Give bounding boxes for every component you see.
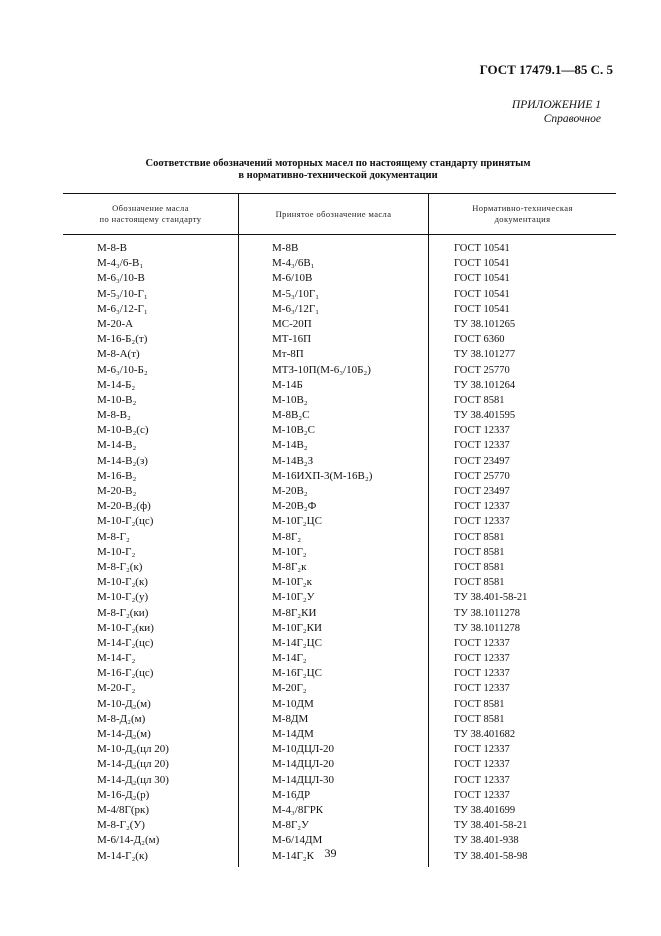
standard-designation-cell: М-20-А [97,317,134,330]
normative-document-cell: ГОСТ 12337 [454,440,510,452]
table-row [63,423,616,438]
standard-designation-cell: М-5₃/10-Г₁ [97,287,148,300]
table-row [63,287,616,302]
table-row [63,697,616,712]
accepted-designation-cell: М-8Г₂У [272,819,309,832]
standard-designation-cell: М-10-Г₂(цс) [97,515,154,528]
normative-document-cell: ГОСТ 12337 [454,653,510,665]
column-divider [428,235,429,867]
normative-document-cell: ГОСТ 8581 [454,531,505,543]
table-row [63,332,616,347]
accepted-designation-cell: М-10Г₂КИ [272,621,322,634]
table-row [63,302,616,317]
accepted-designation-cell: М-4₃/6В₁ [272,257,315,270]
normative-document-cell: ТУ 38.101277 [454,349,516,361]
normative-document-cell: ГОСТ 12337 [454,501,510,513]
table-row [63,651,616,666]
normative-document-cell: ГОСТ 8581 [454,577,505,589]
standard-designation-cell: М-10-Г₂(к) [97,576,148,589]
accepted-designation-cell: М-14ДМ [272,728,314,740]
table-title [60,158,616,182]
table-row [63,408,616,423]
standard-header: ГОСТ 17479.1—85 С. 5 [479,62,613,77]
accepted-designation-cell: М-8Г₂ [272,530,302,543]
header-cell-line: Принятое обозначение масла [275,208,392,219]
accepted-designation-cell: М-14Г₂ЦС [272,636,322,649]
table-row [63,347,616,362]
standard-designation-cell: М-10-Г₂(ки) [97,621,154,634]
accepted-designation-cell: М-10Г₂к [272,576,312,589]
normative-document-cell: ГОСТ 12337 [454,759,510,771]
accepted-designation-cell: М-16ДР [272,788,311,801]
table-row [63,484,616,499]
table-row [63,438,616,453]
header-cell-line: документация [494,214,551,224]
accepted-designation-cell: М-6/14ДМ [272,834,323,847]
standard-designation-cell: М-14-Д₂(м) [97,728,151,740]
table-row [63,393,616,408]
normative-document-cell: ГОСТ 12337 [454,516,510,528]
normative-document-cell: ТУ 38.401699 [454,804,516,816]
table-body [63,235,616,864]
header-cell-line: по настоящему стандарту [99,214,202,224]
standard-designation-cell: М-8-Г₂(к) [97,560,143,573]
column-divider [238,235,239,867]
table-row [63,621,616,636]
normative-document-cell: ГОСТ 10541 [454,273,510,285]
table-row [63,317,616,332]
table-row [63,712,616,727]
normative-document-cell: ГОСТ 8581 [454,546,505,558]
table-row [63,530,616,545]
table-row [63,469,616,484]
accepted-designation-cell: М-10Г₂ [272,545,307,558]
appendix-block [512,98,601,126]
accepted-designation-cell: М-20Г₂ [272,682,307,695]
normative-document-cell: ТУ 38.1011278 [454,607,520,619]
accepted-designation-cell: М-8В₂С [272,409,310,422]
table-row [63,636,616,651]
accepted-designation-cell: М-5₃/10Г₁ [272,287,320,300]
standard-designation-cell: М-14-Д₂(цл 20) [97,758,169,771]
normative-document-cell: ТУ 38.401595 [454,410,516,422]
standard-designation-cell: М-16-Г₂(цс) [97,667,154,680]
accepted-designation-cell: М-10В₂С [272,424,315,437]
normative-document-cell: ГОСТ 6360 [454,334,505,346]
table-row [63,514,616,529]
standard-designation-cell: М-20-Г₂ [97,682,136,695]
appendix-note: Справочное [543,113,601,125]
table-row [63,788,616,803]
normative-document-cell: ТУ 38.101265 [454,318,516,330]
accepted-designation-cell: М-14Б [272,378,303,391]
accepted-designation-cell: М-10В₂ [272,393,308,406]
normative-document-cell: ГОСТ 8581 [454,713,505,725]
accepted-designation-cell: М-14ДЦЛ-20 [272,758,335,771]
table-row [63,560,616,575]
normative-document-cell: ГОСТ 8581 [454,561,505,573]
standard-designation-cell: М-20-В₂(ф) [97,500,151,513]
accepted-designation-cell: М-10Г₂У [272,591,315,604]
appendix-label: ПРИЛОЖЕНИЕ 1 [511,99,601,111]
standard-designation-cell: М-14-Б₂ [97,378,136,391]
normative-document-cell: ГОСТ 23497 [454,455,510,467]
accepted-designation-cell: М-20В₂Ф [272,500,317,513]
standard-designation-cell: М-4/8Г(рк) [97,803,150,816]
table-title-line-1: Соответствие обозначений моторных масел по настоящему стандарту принятым [145,158,531,169]
normative-document-cell: ГОСТ 12337 [454,668,510,680]
standard-designation-cell: М-8-А(т) [97,348,140,361]
standard-designation-cell: М-8-В [97,242,127,254]
normative-document-cell: ГОСТ 12337 [454,683,510,695]
oil-designation-table [63,193,616,864]
accepted-designation-cell: М-14Г₂ [272,652,307,665]
standard-designation-cell: М-10-В₂(с) [97,424,149,437]
table-row [63,742,616,757]
accepted-designation-cell: М-6₃/12Г₁ [272,302,320,315]
standard-designation-cell: М-14-Г₂(к) [97,849,148,862]
accepted-designation-cell: М-14Г₂К [272,849,314,862]
accepted-designation-cell: М-8ДМ [272,712,309,725]
standard-designation-cell: М-8-Г₂(У) [97,819,145,832]
header-cell-line: Обозначение масла [112,203,189,213]
table-row [63,241,616,256]
accepted-designation-cell: МТЗ-10П(М-6₃/10Б₂) [272,363,371,376]
normative-document-cell: ГОСТ 12337 [454,425,510,437]
normative-document-cell: ГОСТ 10541 [454,303,510,315]
table-row [63,773,616,788]
table-row [63,378,616,393]
standard-designation-cell: М-10-Г₂ [97,545,136,558]
standard-designation-cell: М-6₃/10-Б₂ [97,363,148,376]
accepted-designation-cell: Мт-8П [272,348,304,361]
standard-designation-cell: М-8-Г₂(ки) [97,606,149,619]
normative-document-cell: ГОСТ 8581 [454,394,505,406]
accepted-designation-cell: МТ-16П [272,333,312,346]
standard-designation-cell: М-4₃/6-В₁ [97,257,144,270]
standard-designation-cell: М-14-Г₂(цс) [97,636,154,649]
standard-designation-cell: М-16-Д₂(р) [97,788,150,801]
normative-document-cell: ГОСТ 12337 [454,744,510,756]
accepted-designation-cell: М-14ДЦЛ-30 [272,773,335,786]
accepted-designation-cell: М-14В₂З [272,454,314,467]
accepted-designation-cell: М-8В [272,242,299,254]
table-row [63,271,616,286]
accepted-designation-cell: М-14В₂ [272,439,308,452]
table-row [63,803,616,818]
accepted-designation-cell: М-10ДЦЛ-20 [272,743,335,756]
header-cell-line: Нормативно-техническая [472,203,573,213]
accepted-designation-cell: М-8Г₂КИ [272,606,317,619]
accepted-designation-cell: МС-20П [272,317,312,330]
accepted-designation-cell: М-8Г₂к [272,560,307,573]
accepted-designation-cell: М-6/10В [272,272,313,285]
standard-designation-cell: М-16-В₂ [97,469,137,482]
table-row [63,590,616,605]
standard-designation-cell: М-6₃/12-Г₁ [97,302,148,315]
table-header [63,193,616,235]
accepted-designation-cell: М-16Г₂ЦС [272,667,322,680]
standard-designation-cell: М-16-Б₂(т) [97,333,148,346]
accepted-designation-cell: М-16ИХП-3(М-16В₂) [272,469,373,482]
table-row [63,727,616,742]
table-row [63,454,616,469]
normative-document-cell: ТУ 38.101264 [454,379,516,391]
header-normative-document [428,194,616,234]
normative-document-cell: ГОСТ 25770 [454,364,510,376]
standard-designation-cell: М-10-В₂ [97,393,137,406]
standard-designation-cell: М-10-Д₂(цл 20) [97,743,169,756]
table-row [63,545,616,560]
normative-document-cell: ТУ 38.1011278 [454,622,520,634]
normative-document-cell: ГОСТ 12337 [454,637,510,649]
normative-document-cell: ТУ 38.401-58-21 [454,592,528,604]
header-standard-designation [63,194,238,234]
table-row [63,757,616,772]
normative-document-cell: ТУ 38.401-58-21 [454,820,528,832]
standard-designation-cell: М-6/14-Д₂(м) [97,834,160,847]
standard-designation-cell: М-6₃/10-В [97,272,145,285]
standard-designation-cell: М-8-Д₂(м) [97,712,146,725]
standard-designation-cell: М-8-Г₂ [97,530,130,543]
standard-designation-cell: М-14-Д₂(цл 30) [97,773,169,786]
normative-document-cell: ГОСТ 23497 [454,486,510,497]
standard-designation-cell: М-10-Д₂(м) [97,697,151,710]
table-row [63,666,616,681]
table-row [63,575,616,590]
normative-document-cell: ГОСТ 10541 [454,258,510,270]
accepted-designation-cell: М-4₃/8ГРК [272,803,324,816]
standard-designation-cell: М-14-В₂(з) [97,454,148,467]
normative-document-cell: ГОСТ 10541 [454,288,510,300]
table-row [63,681,616,696]
table-title-line-2: в нормативно-технической документации [238,170,438,181]
normative-document-cell: ГОСТ 8581 [454,698,505,710]
accepted-designation-cell: М-10ДМ [272,697,314,710]
accepted-designation-cell: М-20В₂ [272,485,308,497]
normative-document-cell: ГОСТ 12337 [454,774,510,786]
table-row [63,499,616,514]
header-accepted-designation [238,194,428,234]
table-row [63,606,616,621]
table-row [63,363,616,378]
accepted-designation-cell: М-10Г₂ЦС [272,515,322,528]
standard-designation-cell: М-20-В₂ [97,485,137,497]
standard-designation-cell: М-8-В₂ [97,409,131,422]
normative-document-cell: ТУ 38.401-58-98 [454,850,528,862]
normative-document-cell: ГОСТ 12337 [454,789,510,801]
normative-document-cell: ГОСТ 10541 [454,243,510,254]
standard-designation-cell: М-14-Г₂ [97,652,136,665]
normative-document-cell: ГОСТ 25770 [454,470,510,482]
standard-designation-cell: М-10-Г₂(у) [97,591,149,604]
normative-document-cell: ТУ 38.401-938 [454,835,519,847]
table-row [63,818,616,833]
standard-designation-cell: М-14-В₂ [97,439,137,452]
table-row [63,256,616,271]
normative-document-cell: ТУ 38.401682 [454,729,516,740]
page-number: 39 [324,846,337,860]
